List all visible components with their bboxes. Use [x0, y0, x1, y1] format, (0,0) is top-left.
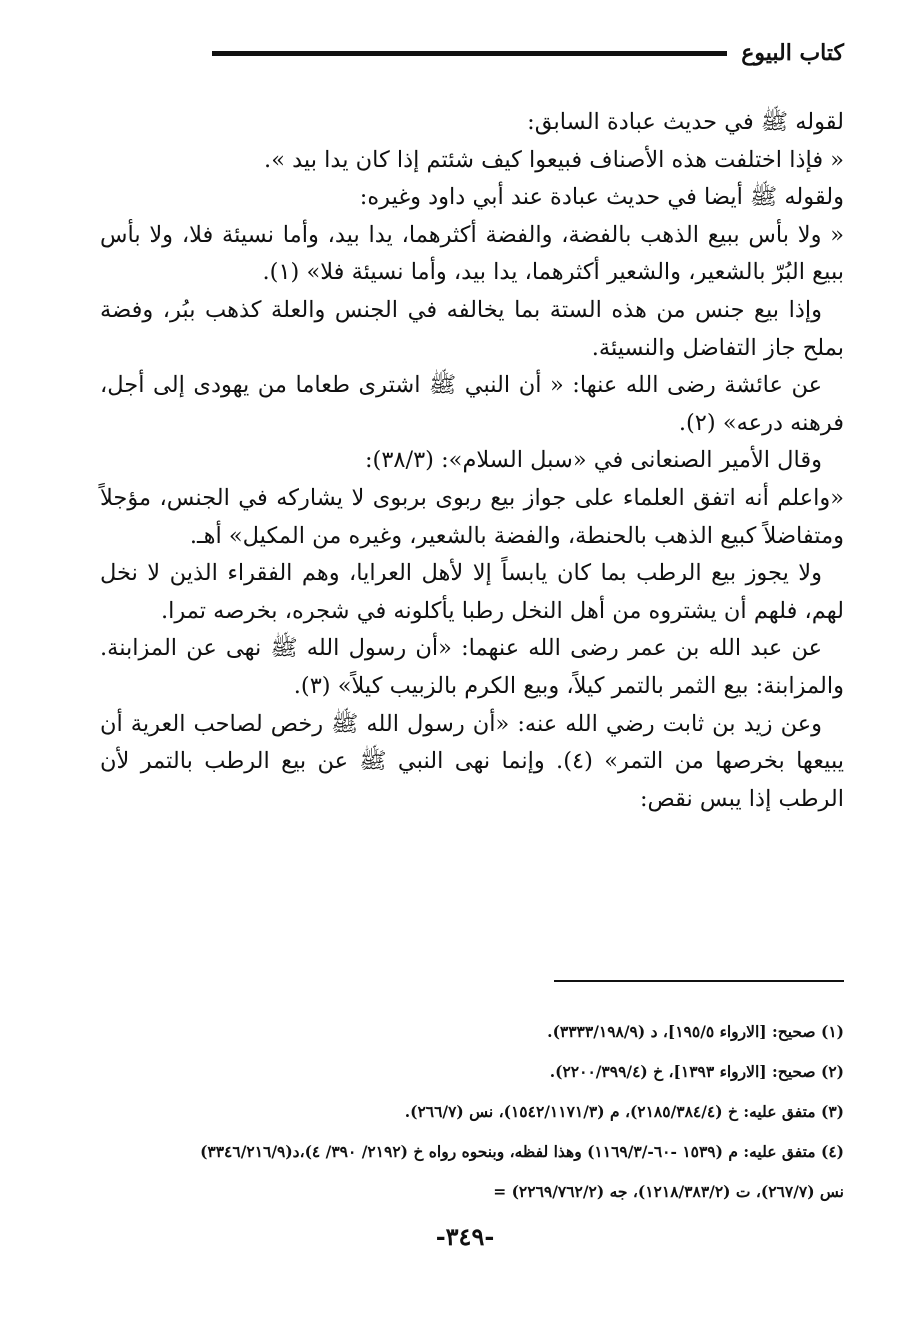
paragraph: لقوله ﷺ في حديث عبادة السابق:	[527, 109, 844, 135]
footnote: (١) صحيح: [الارواء ١٩٥/٥]، د (٣٣٣٣/١٩٨/٩).	[547, 1022, 844, 1041]
page-number: -٣٤٩-	[435, 1222, 495, 1251]
paragraph: وعن زيد بن ثابت رضي الله عنه: «أن رسول الله ﷺ رخص لصاحب العرية أن يبيعها بخرصها من التمر» (٤). وإنما نهى النبي ﷺ عن بيع الرطب بالتمر لأن الرطب إذا يبس نقص:	[100, 710, 844, 812]
footnote: (٢) صحيح: [الارواء ١٣٩٣]، خ (٢٢٠٠/٣٩٩/٤).	[549, 1062, 844, 1081]
header-rule	[212, 51, 727, 56]
footnote: (٣) متفق عليه: خ (٢١٨٥/٣٨٤/٤)، م (١٥٤٢/١١٧١/٣)، نس (٢٦٦/٧).	[404, 1102, 844, 1121]
paragraph: ولا يجوز بيع الرطب بما كان يابساً إلا لأهل العرايا، وهم الفقراء الذين لا نخل لهم، فلهم أن يشتروه من أهل النخل رطبا يأكلونه في شجره، بخرصه تمرا.	[100, 560, 844, 624]
footnote-separator	[554, 980, 844, 982]
paragraph: عن عبد الله بن عمر رضى الله عنهما: «أن رسول الله ﷺ نهى عن المزابنة. والمزابنة: بيع الثمر بالتمر كيلاً، وبيع الكرم بالزبيب كيلاً» (٣).	[100, 635, 844, 699]
footnotes	[82, 1012, 844, 1212]
paragraph: ولقوله ﷺ أيضا في حديث عبادة عند أبي داود وغيره:	[359, 184, 844, 211]
running-header	[212, 40, 844, 66]
quote-paragraph: « ولا بأس ببيع الذهب بالفضة، والفضة أكثرهما، يدا بيد، وأما نسيئة فلا، ولا بأس ببيع البُرّ بالشعير، والشعير أكثرهما، يدا بيد، وأما نسيئة فلا» (١).	[100, 221, 844, 286]
footnote: (٤) متفق عليه: م (١٥٣٩ -٦٠-/١١٦٩/٣) وهذا لفظه، وبنحوه رواه خ (٢١٩٢/ ٣٩٠/ ٤)،د(٣٣٤٦/٢١٦/٩)	[200, 1142, 844, 1161]
quote-paragraph: «واعلم أنه اتفق العلماء على جواز بيع ربوى بربوى لا يشاركه في الجنس، مؤجلاً ومتفاضلاً كبيع الذهب بالحنطة، والفضة بالشعير، وغيره من المكيل» أهـ.	[100, 484, 844, 549]
running-title: كتاب البيوع	[741, 40, 844, 66]
paragraph: وإذا بيع جنس من هذه الستة بما يخالفه في الجنس والعلة كذهب ببُر، وفضة بملح جاز التفاضل والنسيئة.	[100, 296, 844, 361]
quote-paragraph: « فإذا اختلفت هذه الأصناف فبيعوا كيف شئتم إذا كان يدا بيد ».	[264, 146, 844, 173]
paragraph: عن عائشة رضى الله عنها: « أن النبي ﷺ اشترى طعاما من يهودى إلى أجل، فرهنه درعه» (٢).	[100, 372, 844, 436]
main-text	[100, 104, 844, 818]
footnote-continuation: نس (٢٦٧/٧)، ت (١٢١٨/٣٨٣/٢)، جه (٢٢٦٩/٧٦٢/٢) =	[493, 1182, 844, 1201]
paragraph: وقال الأمير الصنعانى في «سبل السلام»: (٣٨/٣):	[364, 447, 822, 474]
